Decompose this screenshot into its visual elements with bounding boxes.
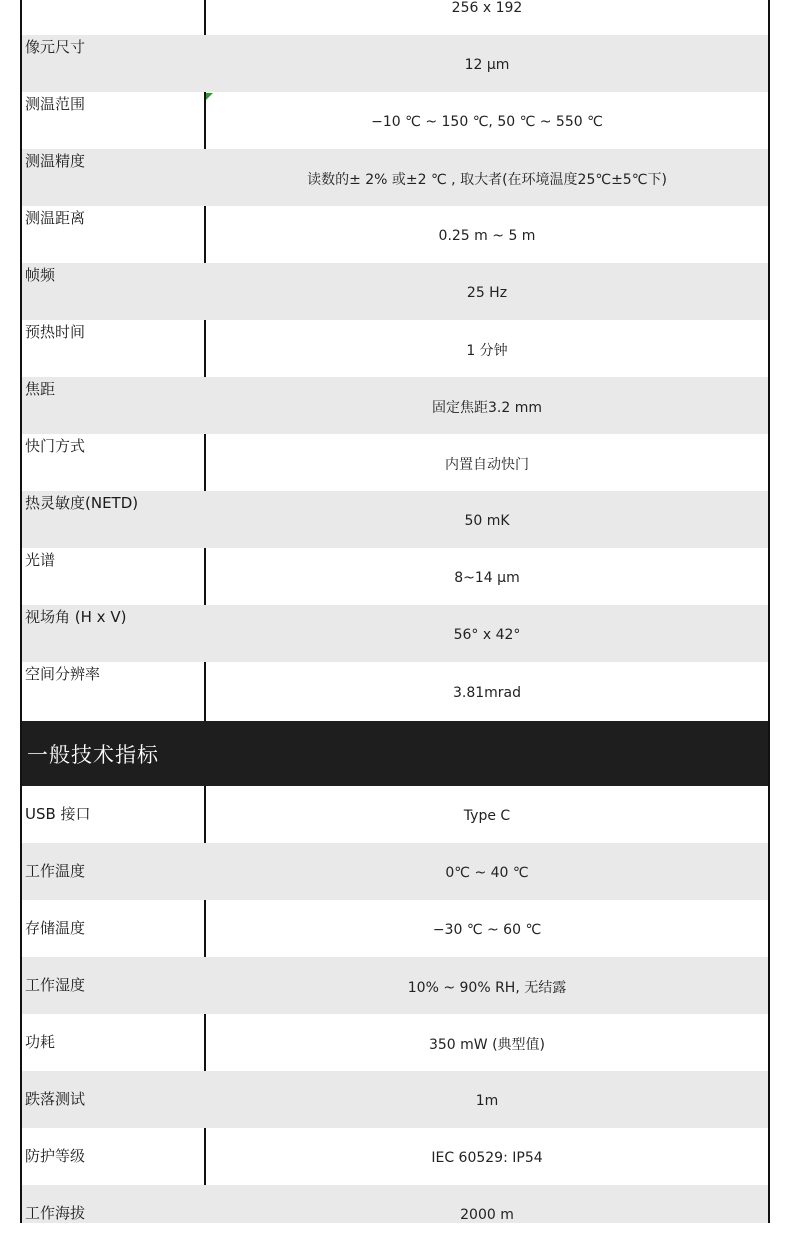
spec-row-spectrum bbox=[22, 548, 768, 605]
spec-label: 空间分辨率 bbox=[25, 665, 101, 683]
spec-row-usb bbox=[22, 786, 768, 843]
spec-label: 功耗 bbox=[25, 1033, 56, 1051]
spec-value: 10% ~ 90% RH, 无结露 bbox=[407, 979, 567, 996]
section-title: 一般技术指标 bbox=[27, 742, 159, 767]
spec-value: 50 mK bbox=[464, 512, 510, 529]
spec-row-pixel-size bbox=[22, 35, 768, 92]
spec-value: 1 分钟 bbox=[466, 342, 508, 359]
spec-row-drop-test bbox=[22, 1071, 768, 1128]
spec-value: IEC 60529: IP54 bbox=[431, 1149, 543, 1166]
spec-label: 帧频 bbox=[25, 266, 56, 284]
spec-label: 视场角 (H x V) bbox=[25, 608, 127, 626]
spec-value: −30 ℃ ~ 60 ℃ bbox=[432, 921, 542, 938]
spec-value: 25 Hz bbox=[466, 284, 508, 301]
spec-row-netd bbox=[22, 491, 768, 548]
spec-value: 3.81mrad bbox=[452, 684, 522, 701]
general-spec-section bbox=[22, 786, 768, 1223]
spec-value: 56° x 42° bbox=[453, 626, 521, 643]
corner-marker bbox=[206, 93, 213, 100]
spec-row-operating-temp bbox=[22, 843, 768, 900]
spec-value: 1m bbox=[475, 1092, 499, 1109]
spec-label: 焦距 bbox=[25, 380, 56, 398]
spec-label: 工作海拔 bbox=[25, 1204, 86, 1222]
spec-value: 内置自动快门 bbox=[445, 456, 529, 473]
spec-label: 光谱 bbox=[25, 551, 56, 569]
spec-row-temp-range bbox=[22, 92, 768, 149]
spec-row-frame-rate bbox=[22, 263, 768, 320]
spec-label: 工作温度 bbox=[25, 862, 86, 880]
spec-label: 快门方式 bbox=[25, 437, 86, 455]
spec-value: −10 ℃ ~ 150 ℃, 50 ℃ ~ 550 ℃ bbox=[371, 113, 603, 130]
spec-value: 2000 m bbox=[460, 1206, 514, 1223]
spec-row-fov bbox=[22, 605, 768, 662]
spec-value: 8~14 μm bbox=[454, 569, 520, 586]
spec-row-accuracy bbox=[22, 149, 768, 206]
spec-row-resolution bbox=[22, 0, 768, 35]
spec-label: 测温精度 bbox=[25, 152, 86, 170]
spec-row-protection bbox=[22, 1128, 768, 1185]
section-header bbox=[22, 721, 768, 786]
spec-label: 像元尺寸 bbox=[25, 38, 86, 56]
thermal-spec-section bbox=[22, 0, 768, 721]
spec-value: 12 μm bbox=[464, 56, 510, 73]
spec-value: 0℃ ~ 40 ℃ bbox=[445, 864, 529, 881]
spec-label: 预热时间 bbox=[25, 323, 86, 341]
spec-label: 跌落测试 bbox=[25, 1090, 86, 1108]
spec-value: 读数的± 2% 或±2 ℃ , 取大者(在环境温度25℃±5℃下) bbox=[307, 171, 667, 188]
spec-row-spatial-resolution bbox=[22, 662, 768, 721]
spec-label: 工作湿度 bbox=[25, 976, 86, 994]
spec-label: USB 接口 bbox=[25, 805, 91, 823]
spec-value: Type C bbox=[463, 807, 511, 824]
spec-value: 固定焦距3.2 mm bbox=[432, 399, 542, 416]
spec-label: 测温范围 bbox=[25, 95, 86, 113]
spec-label: 防护等级 bbox=[25, 1147, 86, 1165]
spec-row-distance bbox=[22, 206, 768, 263]
spec-value: 350 mW (典型值) bbox=[428, 1036, 546, 1053]
spec-table bbox=[20, 0, 770, 1223]
spec-value: 0.25 m ~ 5 m bbox=[438, 227, 536, 244]
spec-row-focal-length bbox=[22, 377, 768, 434]
spec-label: 热灵敏度(NETD) bbox=[25, 494, 139, 512]
spec-value: 256 x 192 bbox=[451, 0, 523, 16]
spec-label: 存储温度 bbox=[25, 919, 86, 937]
spec-row-storage-temp bbox=[22, 900, 768, 957]
spec-row-altitude bbox=[22, 1185, 768, 1223]
spec-row-shutter bbox=[22, 434, 768, 491]
spec-row-warmup bbox=[22, 320, 768, 377]
spec-label: 测温距离 bbox=[25, 209, 86, 227]
spec-row-power bbox=[22, 1014, 768, 1071]
spec-row-humidity bbox=[22, 957, 768, 1014]
